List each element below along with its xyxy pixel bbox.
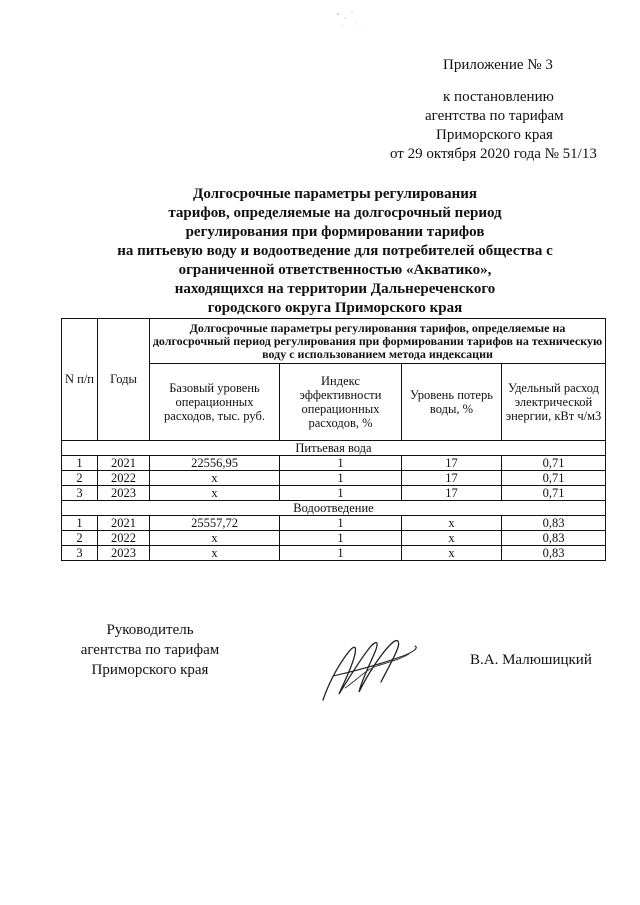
position-line-3: Приморского края: [91, 662, 209, 678]
cell-index: 1: [280, 456, 402, 471]
cell-base: 25557,72: [150, 516, 280, 531]
header-efficiency-index: Индекс эффективности операционных расходов, %: [280, 364, 402, 441]
cell-index: 1: [280, 486, 402, 501]
cell-base: х: [150, 546, 280, 561]
cell-base: х: [150, 486, 280, 501]
handwritten-signature: [305, 630, 435, 705]
header-years: Годы: [98, 319, 150, 441]
table-row: [62, 486, 606, 501]
title-line-1: Долгосрочные параметры регулирования: [193, 186, 477, 202]
cell-number: 1: [62, 516, 98, 531]
position-line-1: Руководитель: [106, 622, 194, 638]
cell-number: 1: [62, 456, 98, 471]
header-energy-consumption: Удельный расход электрической энергии, кВт ч/м3: [502, 364, 606, 441]
cell-number: 3: [62, 486, 98, 501]
cell-energy: 0,83: [502, 516, 606, 531]
cell-index: 1: [280, 531, 402, 546]
annex-line-2: агентства по тарифам: [425, 108, 564, 124]
section-drinking-water: Питьевая вода: [62, 441, 606, 456]
cell-number: 2: [62, 531, 98, 546]
section-row: [62, 441, 606, 456]
cell-index: 1: [280, 471, 402, 486]
table-row: [62, 456, 606, 471]
cell-energy: 0,83: [502, 531, 606, 546]
header-base-level: Базовый уровень операционных расходов, тыс. руб.: [150, 364, 280, 441]
position-line-2: агентства по тарифам: [80, 642, 220, 658]
title-line-5: ограниченной ответственностью «Акватико»,: [178, 262, 492, 278]
cell-year: 2023: [98, 486, 150, 501]
cell-year: 2021: [98, 456, 150, 471]
table-row: [62, 531, 606, 546]
cell-energy: 0,71: [502, 456, 606, 471]
signatory-name: В.А. Малюшицкий: [470, 652, 592, 668]
cell-year: 2022: [98, 471, 150, 486]
header-number: N п/п: [62, 319, 98, 441]
title-line-4: на питьевую воду и водоотведение для потребителей общества с: [117, 243, 553, 259]
annex-line-4: от 29 октября 2020 года № 51/13: [390, 146, 597, 162]
table-row: [62, 546, 606, 561]
cell-loss: 17: [402, 456, 502, 471]
cell-energy: 0,71: [502, 471, 606, 486]
cell-year: 2022: [98, 531, 150, 546]
cell-base: 22556,95: [150, 456, 280, 471]
cell-loss: х: [402, 546, 502, 561]
annex-title: Приложение № 3: [443, 57, 553, 73]
cell-loss: х: [402, 516, 502, 531]
cell-energy: 0,83: [502, 546, 606, 561]
cell-loss: х: [402, 531, 502, 546]
cell-loss: 17: [402, 471, 502, 486]
section-row: [62, 501, 606, 516]
tariff-parameters-table: [61, 318, 606, 561]
annex-line-1: к постановлению: [443, 89, 554, 105]
signatory-position: [60, 620, 240, 680]
title-line-7: городского округа Приморского края: [207, 300, 463, 316]
cell-energy: 0,71: [502, 486, 606, 501]
cell-year: 2021: [98, 516, 150, 531]
cell-base: х: [150, 531, 280, 546]
cell-loss: 17: [402, 486, 502, 501]
cell-number: 2: [62, 471, 98, 486]
cell-number: 3: [62, 546, 98, 561]
document-title: [90, 185, 580, 318]
scan-specks: [330, 8, 370, 38]
annex-line-3: Приморского края: [436, 127, 553, 143]
title-line-3: регулирования при формировании тарифов: [185, 224, 485, 240]
title-line-6: находящихся на территории Дальнереченского: [174, 281, 496, 297]
cell-year: 2023: [98, 546, 150, 561]
table-row: [62, 471, 606, 486]
cell-index: 1: [280, 546, 402, 561]
header-water-loss: Уровень потерь воды, %: [402, 364, 502, 441]
section-wastewater: Водоотведение: [62, 501, 606, 516]
header-group: Долгосрочные параметры регулирования тарифов, определяемые на долгосрочный период регулирования при формировании тарифов на техническую воду с использованием метода индексации: [150, 319, 606, 364]
cell-base: х: [150, 471, 280, 486]
table-row: [62, 516, 606, 531]
title-line-2: тарифов, определяемые на долгосрочный период: [168, 205, 502, 221]
cell-index: 1: [280, 516, 402, 531]
